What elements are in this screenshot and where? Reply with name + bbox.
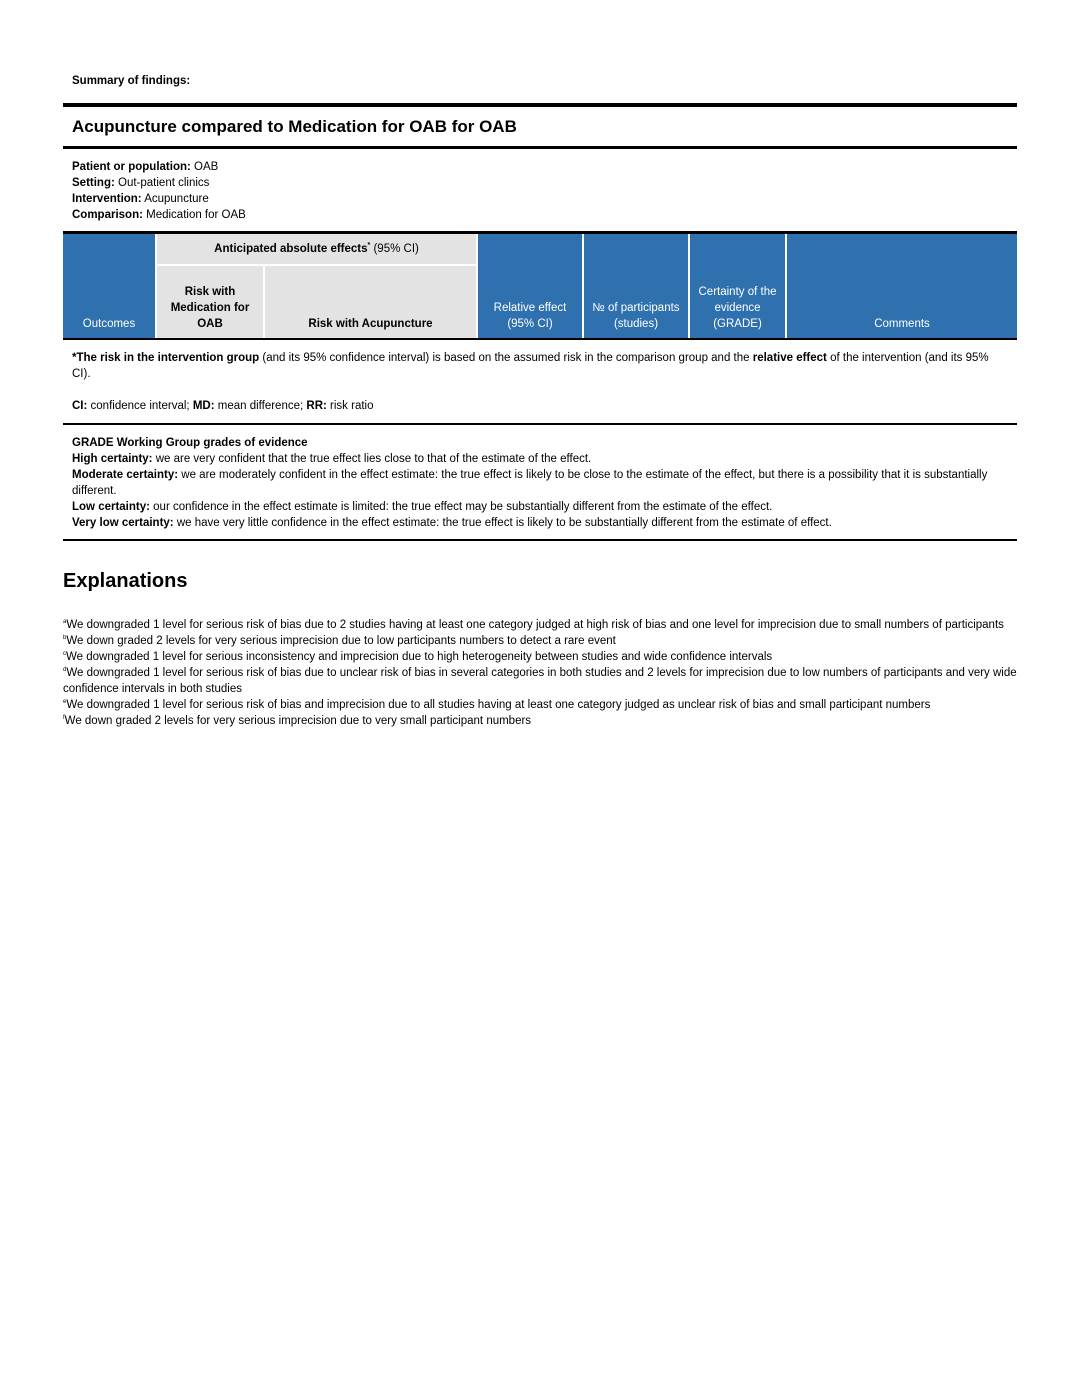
explanation-text: We down graded 2 levels for very serious imprecision due to low participants numbers to detect a rare event <box>66 635 616 647</box>
grade-moderate-text: we are moderately confident in the effect estimate: the true effect is likely to be close to the estimate of the effect, but there is a possibility that it is substantially different. <box>72 469 988 497</box>
comparison-label: Comparison: <box>72 209 143 221</box>
relative-effect-line2: (95% CI) <box>507 318 553 330</box>
participants-line1: № of participants <box>592 302 680 314</box>
footnote-star-bold: *The risk in the intervention group <box>72 352 260 364</box>
grade-high-text: we are very confident that the true effect lies close to that of the estimate of the effect. <box>152 453 592 465</box>
explanation-text: We down graded 2 levels for very serious imprecision due to very small participant numbers <box>64 715 532 727</box>
explanation-mark: b <box>63 635 67 642</box>
explanation-text: We downgraded 1 level for serious risk of bias due to unclear risk of bias in several categories in both studies and 2 levels for imprecision due to low numbers of participants and very wide confidence intervals in both studies <box>63 667 1017 695</box>
explanation-mark: a <box>63 619 67 626</box>
comments-header: Comments <box>786 234 1017 338</box>
setting-line <box>72 175 1008 191</box>
explanation-mark: f <box>63 715 65 722</box>
md-value: mean difference; <box>214 400 307 412</box>
explanation-text: We downgraded 1 level for serious inconsistency and imprecision due to high heterogeneity between studies and wide confidence intervals <box>66 651 773 663</box>
certainty-header <box>689 234 786 338</box>
ci-label: CI: <box>72 400 88 412</box>
relative-effect-header <box>477 234 583 338</box>
comparison-line <box>72 207 1008 223</box>
explanation-item <box>63 697 1017 713</box>
risk-medication-line3: OAB <box>197 318 223 330</box>
certainty-line1: Certainty of the <box>698 286 777 298</box>
md-label: MD: <box>192 400 215 412</box>
relative-effect-line1: Relative effect <box>493 302 567 314</box>
footnote-end: of the intervention (and its 95% CI). <box>72 352 989 380</box>
grade-moderate-label: Moderate certainty: <box>72 469 179 481</box>
footnote-middle: (and its 95% confidence interval) is based on the assumed risk in the comparison group and the <box>259 352 753 364</box>
grade-heading: GRADE Working Group grades of evidence <box>72 437 308 449</box>
rr-value: risk ratio <box>326 400 374 412</box>
explanation-item <box>63 617 1017 633</box>
explanation-item <box>63 713 1017 729</box>
summary-label: Summary of findings: <box>72 75 191 87</box>
certainty-line2: evidence <box>714 302 761 314</box>
explanation-text: We downgraded 1 level for serious risk of bias due to 2 studies having at least one category judged at high risk of bias and one level for imprecision due to small numbers of participants <box>66 619 1004 631</box>
setting-value: Out-patient clinics <box>118 177 210 189</box>
population-block <box>63 149 1017 231</box>
summary-table <box>63 234 1017 338</box>
grade-low-text: our confidence in the effect estimate is limited: the true effect may be substantially different from the estimate of the effect. <box>149 501 773 513</box>
intervention-value: Acupuncture <box>144 193 209 205</box>
outcomes-header: Outcomes <box>63 234 156 338</box>
explanation-item <box>63 665 1017 697</box>
grade-verylow-text: we have very little confidence in the effect estimate: the true effect is likely to be substantially different from the estimate of effect. <box>173 517 832 529</box>
ci-value: confidence interval; <box>87 400 193 412</box>
abbreviations <box>63 382 1017 423</box>
setting-label: Setting: <box>72 177 115 189</box>
explanations-list <box>63 617 1017 729</box>
anticipated-label: Anticipated absolute effects <box>214 243 368 255</box>
risk-acupuncture-header: Risk with Acupuncture <box>264 265 477 338</box>
table-title: Acupuncture compared to Medication for OAB for OAB <box>72 117 517 136</box>
summary-of-findings-page <box>63 73 1017 729</box>
explanation-mark: e <box>63 699 67 706</box>
intervention-line <box>72 191 1008 207</box>
footnote <box>63 340 1017 382</box>
explanation-text: We downgraded 1 level for serious risk of bias and imprecision due to all studies having at least one category judged as unclear risk of bias and small participant numbers <box>66 699 931 711</box>
anticipated-effects-header <box>156 234 477 265</box>
rr-label: RR: <box>306 400 327 412</box>
grade-verylow <box>72 515 1008 531</box>
grade-low-label: Low certainty: <box>72 501 150 513</box>
grade-low <box>72 499 1008 515</box>
grade-high-label: High certainty: <box>72 453 153 465</box>
risk-medication-line1: Risk with <box>184 286 236 298</box>
participants-line2: (studies) <box>613 318 659 330</box>
patient-line <box>72 159 1008 175</box>
explanation-mark: d <box>63 667 67 674</box>
certainty-line3: (GRADE) <box>713 318 762 330</box>
intervention-label: Intervention: <box>72 193 142 205</box>
header-row-1 <box>63 234 1017 265</box>
patient-label: Patient or population: <box>72 161 191 173</box>
anticipated-ci: (95% CI) <box>373 243 419 255</box>
participants-header <box>583 234 689 338</box>
grade-bottom-rule <box>63 539 1017 541</box>
risk-medication-line2: Medication for <box>170 302 250 314</box>
explanation-mark: c <box>63 651 66 658</box>
grade-block <box>63 425 1017 539</box>
anticipated-star: * <box>367 242 371 250</box>
comparison-value: Medication for OAB <box>146 209 246 221</box>
explanation-item <box>63 649 1017 665</box>
grade-high <box>72 451 1008 467</box>
grade-verylow-label: Very low certainty: <box>72 517 174 529</box>
risk-medication-header <box>156 265 264 338</box>
grade-moderate <box>72 467 1008 499</box>
patient-value: OAB <box>194 161 219 173</box>
explanation-item <box>63 633 1017 649</box>
footnote-relative-bold: relative effect <box>752 352 827 364</box>
explanations-title: Explanations <box>63 570 188 592</box>
